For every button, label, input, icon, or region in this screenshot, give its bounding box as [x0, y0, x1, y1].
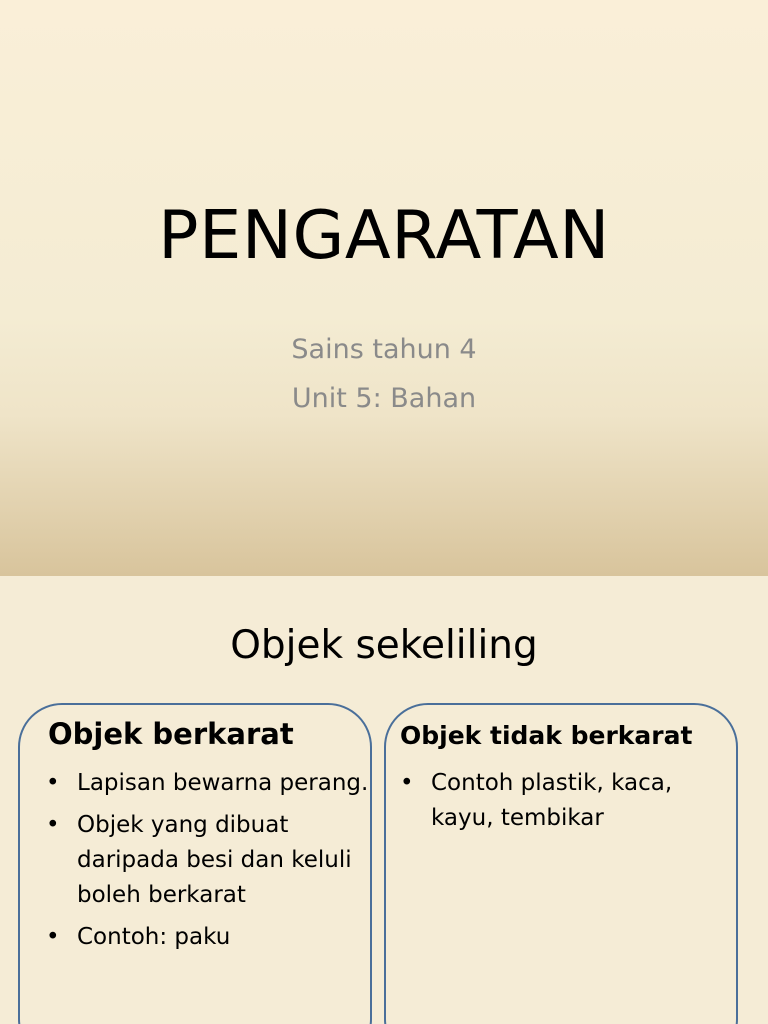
rusting-objects-list: [44, 766, 374, 962]
rusting-objects-heading: Objek berkarat: [48, 717, 294, 751]
subtitle-line-2: Unit 5: Bahan: [291, 383, 477, 414]
content-slide: [0, 576, 768, 1024]
non-rusting-objects-list: [398, 766, 728, 843]
rusting-objects-box: [18, 703, 372, 1024]
list-item: • Contoh: paku: [44, 920, 374, 955]
non-rusting-objects-box: [384, 703, 738, 1024]
list-item: • Objek yang dibuat daripada besi dan keluli boleh berkarat: [44, 808, 374, 913]
non-rusting-objects-heading: Objek tidak berkarat: [400, 721, 693, 750]
list-item: • Contoh plastik, kaca, kayu, tembikar: [398, 766, 728, 836]
subtitle-line-1: Sains tahun 4: [291, 334, 477, 365]
content-slide-title: Objek sekeliling: [230, 623, 538, 668]
slide-title: PENGARATAN: [158, 196, 610, 274]
list-item: • Lapisan bewarna perang.: [44, 766, 374, 801]
